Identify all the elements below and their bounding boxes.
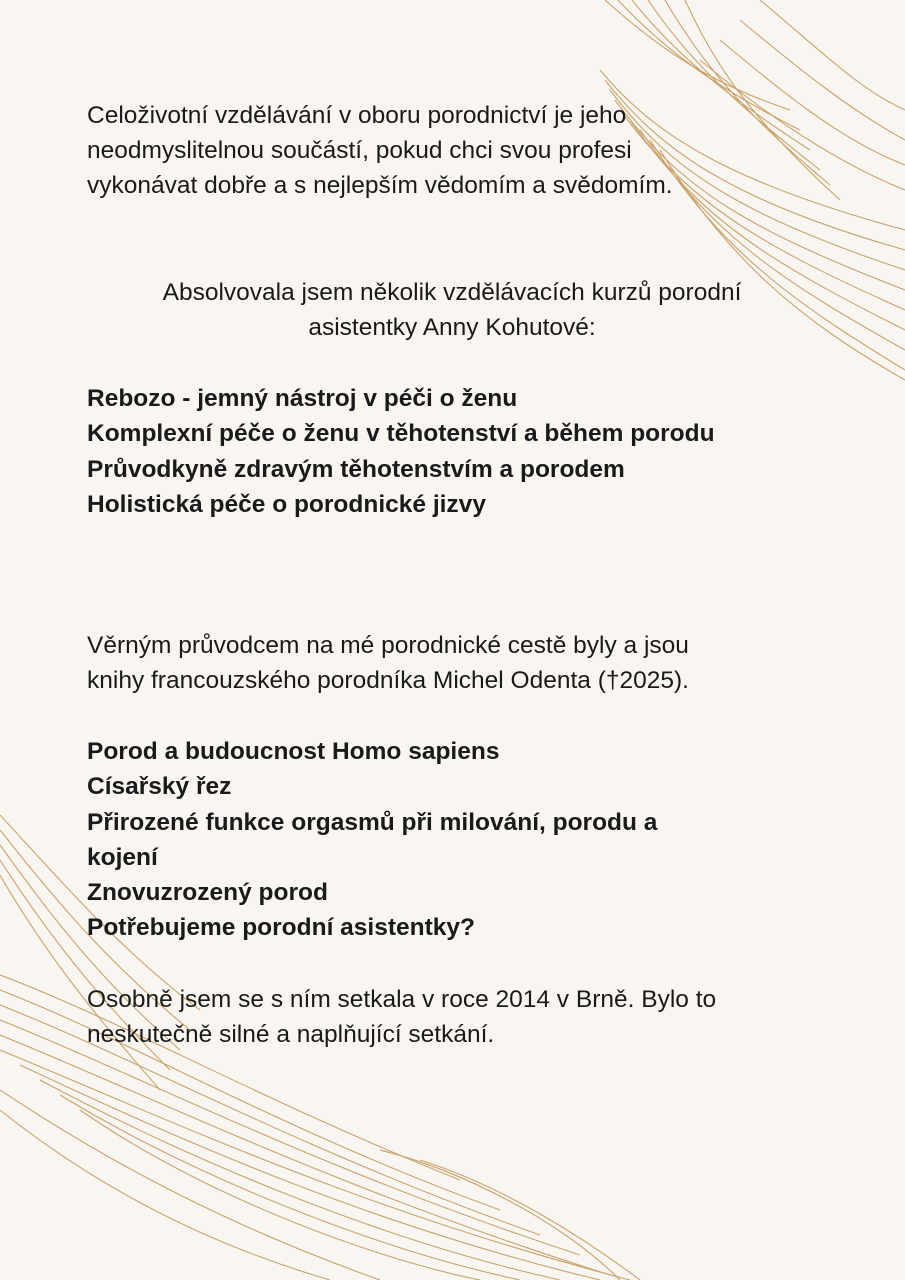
books-intro: Věrným průvodcem na mé porodnické cestě byly a jsou knihy francouzského porodníka Michel Odenta (†2025). [87,632,689,694]
list-item: Znovuzrozený porod [87,879,328,907]
list-item: Potřebujeme porodní asistentky? [87,914,475,942]
list-item: Komplexní péče o ženu v těhotenství a během porodu [87,420,715,448]
list-item: Porod a budoucnost Homo sapiens [87,738,500,765]
courses-intro: Absolvovala jsem několik vzdělávacích kurzů porodní asistentky Anny Kohutové: [162,279,742,341]
meeting-paragraph: Osobně jsem se s ním setkala v roce 2014 v Brně. Bylo to neskutečně silné a naplňující setkání. [87,986,717,1048]
list-item: Přirozené funkce orgasmů při milování, porodu a kojení [87,808,658,871]
books-list [87,734,787,946]
courses-list [87,381,827,522]
list-item: Holistická péče o porodnické jizvy [87,490,486,518]
intro-paragraph: Celoživotní vzdělávání v oboru porodnictví je jeho neodmyslitelnou součástí, pokud chci svou profesi vykonávat dobře a s nejlepším vědomím a svědomím. [87,102,673,199]
list-item: Rebozo - jemný nástroj v péči o ženu [87,385,518,412]
list-item: Průvodkyně zdravým těhotenstvím a porodem [87,455,625,483]
list-item: Císařský řez [87,773,232,801]
